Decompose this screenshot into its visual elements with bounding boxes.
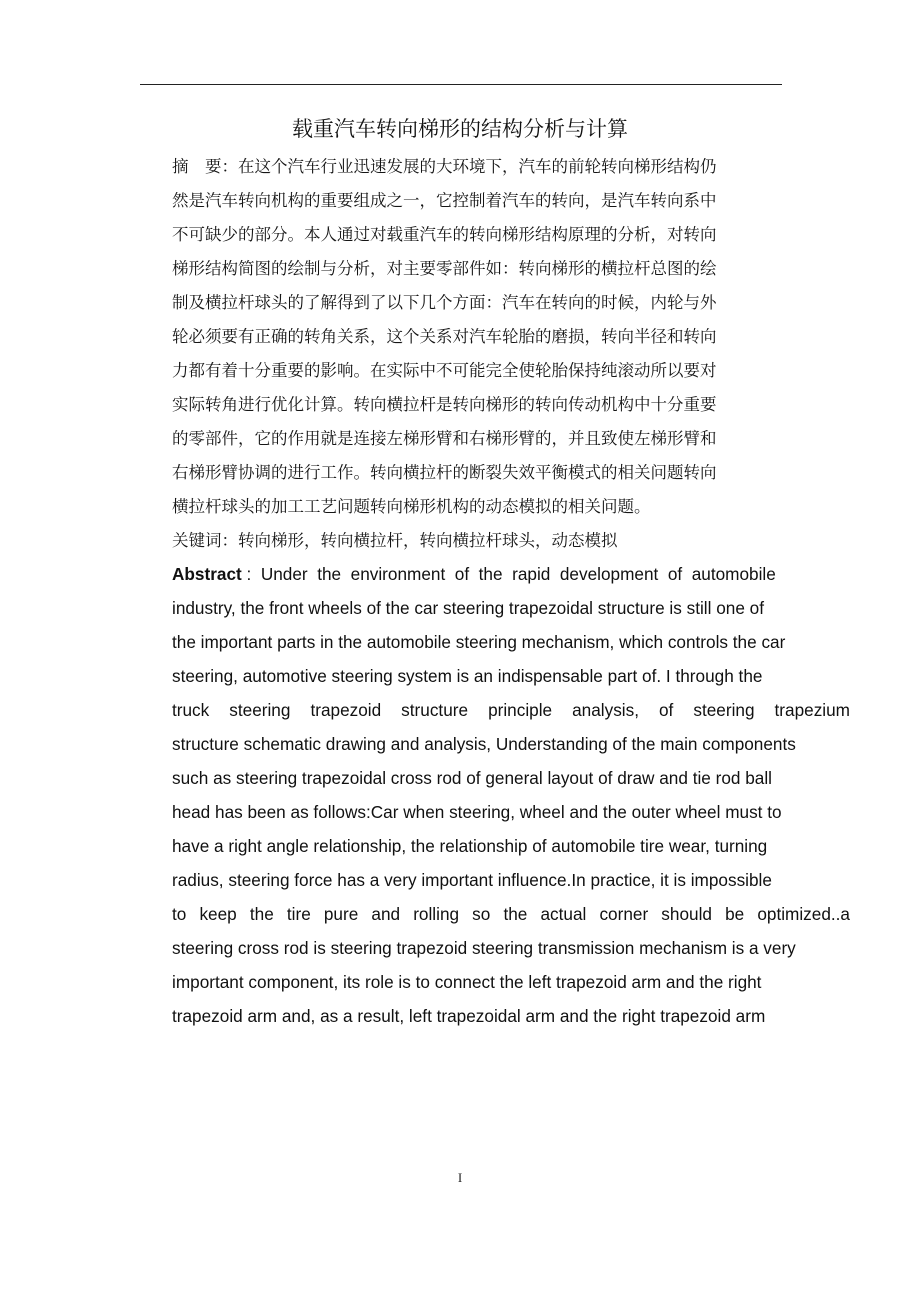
en-abstract-line: head has been as follows:Car when steering, wheel and the outer wheel must to [172,802,782,822]
document-title: 载重汽车转向梯形的结构分析与计算 [292,117,628,141]
en-abstract-line: trapezoid arm and, as a result, left trapezoidal arm and the right trapezoid arm [172,1006,766,1026]
zh-abstract-line: 轮必须要有正确的转角关系，这个关系对汽车轮胎的磨损，转向半径和转向 [172,327,717,346]
en-abstract-line: the important parts in the automobile steering mechanism, which controls the car [172,632,786,652]
zh-abstract-line: 摘 要：在这个汽车行业迅速发展的大环境下，汽车的前轮转向梯形结构仍 [172,157,717,176]
en-abstract-line: steering, automotive steering system is an indispensable part of. I through the [172,666,763,686]
zh-abstract-line: 然是汽车转向机构的重要组成之一，它控制着汽车的转向，是汽车转向系中 [172,191,717,210]
en-abstract-line: industry, the front wheels of the car steering trapezoidal structure is still one of [172,598,764,618]
en-abstract-line: have a right angle relationship, the relationship of automobile tire wear, turning [172,836,768,856]
en-abstract-line: structure schematic drawing and analysis, Understanding of the main components [172,734,796,754]
zh-abstract-line: 实际转角进行优化计算。转向横拉杆是转向梯形的转向传动机构中十分重要 [172,395,717,414]
zh-abstract-line: 右梯形臂协调的进行工作。转向横拉杆的断裂失效平衡模式的相关问题转向 [172,463,717,482]
zh-abstract-line: 制及横拉杆球头的了解得到了以下几个方面：汽车在转向的时候，内轮与外 [172,293,717,312]
zh-abstract-line: 梯形结构简图的绘制与分析，对主要零部件如：转向梯形的横拉杆总图的绘 [172,259,717,278]
en-abstract-first-line [172,557,850,591]
english-abstract [172,557,850,1033]
page-number: I [457,1170,463,1185]
en-abstract-first-line-text: : Under the environment of the rapid development of automobile [241,564,776,584]
en-abstract-line: to keep the tire pure and rolling so the actual corner should be optimized..a [172,904,850,924]
en-abstract-line: truck steering trapezoid structure principle analysis, of steering trapezium [172,700,850,720]
en-abstract-line: steering cross rod is steering trapezoid steering transmission mechanism is a very [172,938,796,958]
zh-abstract-line: 不可缺少的部分。本人通过对载重汽车的转向梯形结构原理的分析，对转向 [172,225,717,244]
en-abstract-line: important component, its role is to connect the left trapezoid arm and the right [172,972,762,992]
chinese-abstract [172,150,784,524]
header-rule [140,84,782,85]
en-abstract-line: radius, steering force has a very important influence.In practice, it is impossible [172,870,772,890]
zh-abstract-line: 的零部件，它的作用就是连接左梯形臂和右梯形臂的，并且致使左梯形臂和 [172,429,717,448]
zh-abstract-line: 力都有着十分重要的影响。在实际中不可能完全使轮胎保持纯滚动所以要对 [172,361,717,380]
en-abstract-line: such as steering trapezoidal cross rod of general layout of draw and tie rod ball [172,768,772,788]
chinese-keywords: 关键词：转向梯形，转向横拉杆，转向横拉杆球头，动态模拟 [172,531,618,550]
zh-abstract-line: 横拉杆球头的加工工艺问题转向梯形机构的动态模拟的相关问题。 [172,497,651,516]
abstract-heading: Abstract [172,564,242,584]
